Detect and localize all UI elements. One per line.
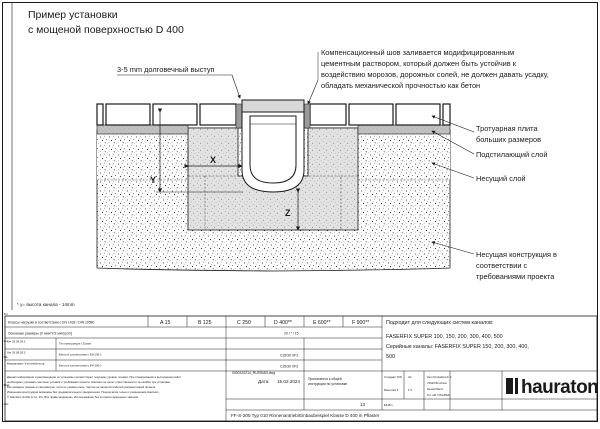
tb-address-2: 76646 Bruchsal [427,381,447,385]
callout-joint-2: цементным раствором, который должен быть устойчив к [321,59,517,68]
tb-dimensions-label: Основные размеры (X мин/Y/Z мин) [cm] [8,331,72,336]
tb-scale-label: Масштаб 6 [384,388,399,392]
dim-x-label: X [210,155,217,165]
tb-disclaimer-4: Изменения конструкции возможны без предварительного уведомления. Перепечатка только с разрешения Hauraton. [7,390,160,394]
side-label-ma: Ma [3,355,8,359]
cross-section [97,100,450,271]
title-block [5,316,598,421]
paving-slab-right-1 [310,104,346,125]
tb-install-note-1: Прилагается к общей [308,377,342,381]
tb-date-label: Дата: [258,379,270,384]
side-label-blatt: Blatt [3,383,10,387]
logo-mark [506,378,513,394]
joint-mortar-right [304,104,310,128]
tb-class-e600: E 600** [313,319,331,326]
callout-base: Несущий слой [476,174,526,183]
paving-slab-right-2 [349,104,393,125]
tb-class-f900: F 900** [352,319,370,326]
tb-bottom-title: FF-S-200 Typ 010 Rinnenantrieb/Einbaubeispiel Klasse D 400 in Pflaster [231,413,380,418]
callout-bedding: Подстилающий слой [476,150,548,159]
tb-size-value: E8 Bm [384,403,393,407]
channel-grate [242,100,304,112]
paving-slab-left-2 [153,104,197,125]
footnote: * у= высота канала - 14mm [17,302,75,307]
tb-disclaimer-1: Данная информация и рекомендации по установке соответствуют текущему уровню техники. При планировании и выполнении работ [7,375,182,379]
paving-slab-left-3 [200,104,236,125]
side-label-abs: Abs [3,402,9,406]
dim-y-label: Y [150,175,157,185]
dim-z-label: Z [285,208,291,218]
logo-text: hauraton [521,377,599,398]
bedding-layer-left [97,125,188,134]
callout-gap: 3-5 mm долговечный выступ [117,65,215,74]
callout-paving-2: больших размеров [476,135,542,144]
callout-paving-1: Тротуарная плита [476,124,538,133]
tb-concrete-a: Бетон в соответствии с ЕН 206-1 [59,352,102,357]
tb-standard-label: Стандарт DIN [384,375,402,379]
hauraton-logo [506,377,598,398]
tb-date-value: 15.02.2024 [277,379,300,384]
tb-class-d400: D 400** [274,319,292,326]
tb-class-b125: B 125 [198,319,212,326]
tb-grade-a: C25/30 XF3 [280,353,299,358]
tb-install-note-2: инструкции по установке. [308,382,349,386]
callout-joint-3: воздействию морозов, дорожных солей, не должен давать усадку, [321,70,549,79]
tb-suitable-label: Подходит для следующих систем каналов: [386,320,494,326]
drawing-title-line2: с мощеной поверхностью D 400 [28,24,184,36]
tb-channels-1: FASERFIX SUPER 100, 150, 200, 300, 400, 500 [386,334,503,340]
tb-grade-b: C25/30 XF3 [280,364,299,369]
tb-load-class-label: Классы нагрузки в соответствии с EN 1433 / DIN 19580 [8,320,95,325]
tb-cell-a: Ser 29.08 28.2 [7,339,26,344]
callout-foundation-1: Несущая конструкция в [476,250,557,259]
tb-address-3: Deutschland [427,387,443,391]
paving-slab-left-1 [106,104,150,125]
joint-mortar-left [236,104,242,128]
tb-drawing-no: 0000120214_RUSSIAN.dwg [232,371,275,375]
paving-slab-right-3 [396,104,440,125]
tb-disclaimer-3: Все размеры указаны в сантиметрах, если не указано иное. Чертеж не является рабочей документацией проекта. [7,385,156,389]
tb-channels-3: 500 [386,354,395,360]
side-label-zul: Zul [3,312,8,316]
title-block-frame [5,316,597,421]
tb-channels-2: Серийные каналы: FASERFIX SUPER 150, 200, 300, 400, [386,344,529,350]
tb-standard-value: A4 [408,375,412,379]
tb-dimensions-value: 20 / * / 15 [284,331,299,336]
tb-disclaimer-2: необходимо учитывать местные условия и требования проекта. Hauraton не несет ответственности за ошибки при установке. [7,380,171,384]
paving-slab-left-edge [97,104,103,125]
tb-scale-value: 1:6 [408,388,412,392]
callout-foundation-2: соответствии с [476,261,528,270]
tb-concrete-b: Бетон в соответствии с ЕН 206-1 [59,363,102,368]
callout-joint-leader [308,80,318,104]
channel-inner [250,116,296,183]
paving-slab-right-edge [443,104,450,125]
tb-small-note: Маркировка / Kennzeichnung [7,361,45,366]
callout-joint-1: Компенсационный шов заливается модифицированным [321,48,515,57]
callout-gap-leader [232,75,240,98]
tb-cell-b: Ser 29.08 28.2 [7,350,26,355]
side-label-zei: Zei [3,339,8,343]
tb-disclaimer-5: © Hauraton GmbH & Co. KG. Все права защищены. Использование без согласия запрещено законом. [7,395,139,399]
bedding-layer-right [358,125,450,134]
callout-joint-4: обладать механической прочностью как бетон [321,81,481,90]
tb-class-c250: C 250 [237,319,251,326]
drawing-title-line1: Пример установки [28,9,118,21]
tb-class-a15: A 15 [160,319,171,326]
tb-address-4: Tel +49 7251/6020 [427,393,451,397]
logo-mark-bar [515,378,518,394]
callout-foundation-3: требованиями проекта [476,272,555,281]
tb-address-1: Zum Dunkelbruch 2 [427,375,452,379]
tb-sheet-no: 13 [360,402,366,407]
tb-structure-label: Тип конструкции / Zusatz [59,341,92,346]
